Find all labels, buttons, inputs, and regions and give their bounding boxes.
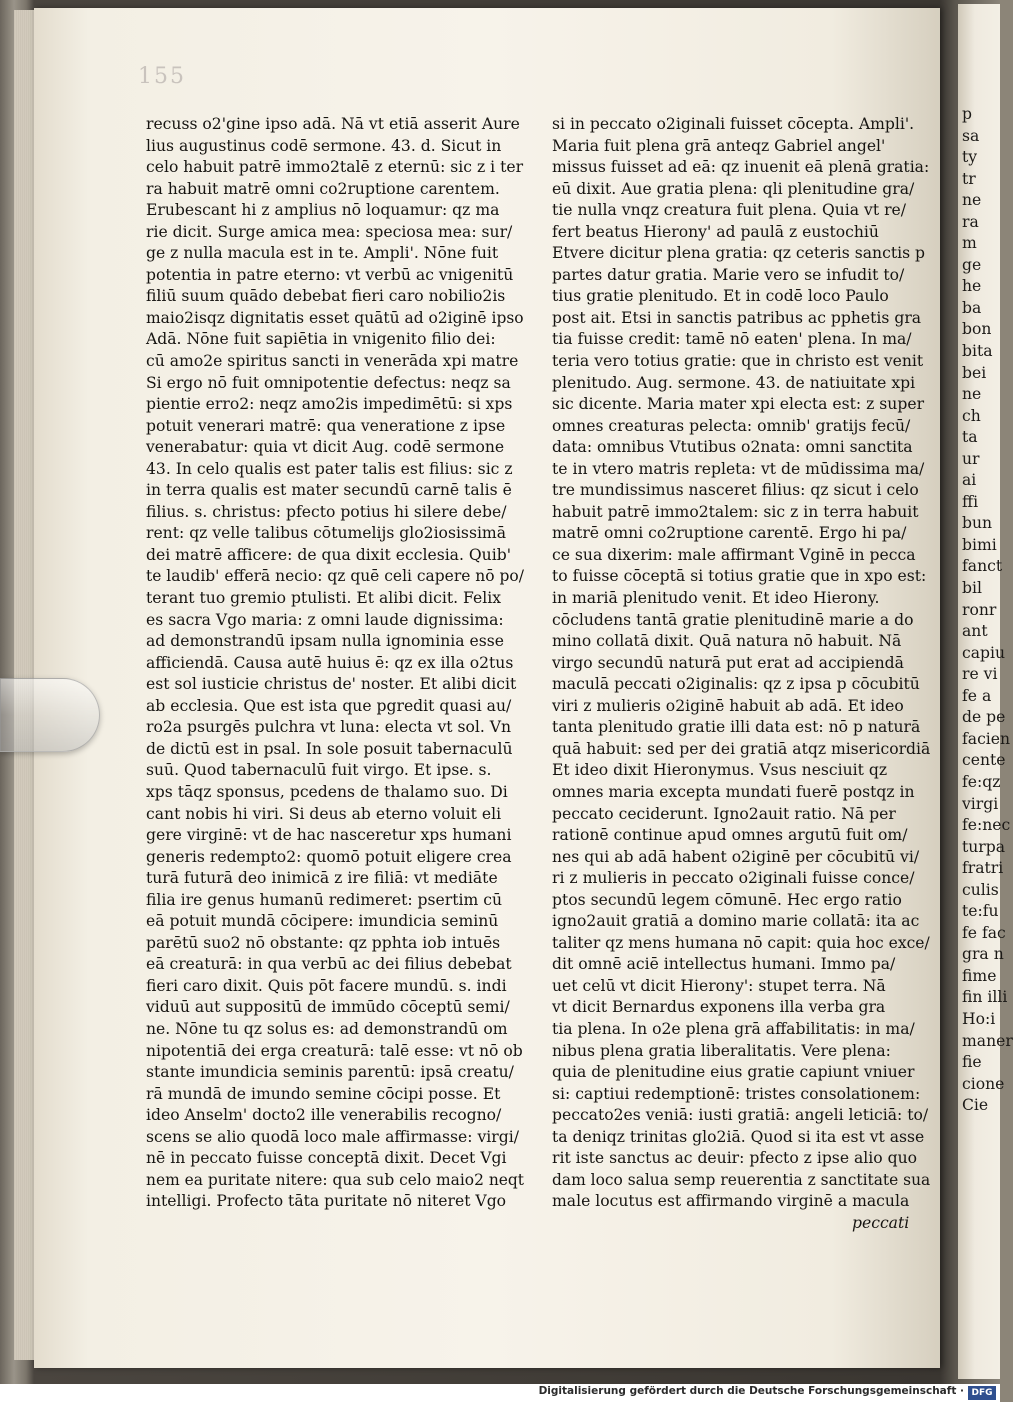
facing-page-fragment: p (962, 105, 972, 123)
facing-page-fragment: ant (962, 622, 988, 641)
text-line: plenitudo. Aug. sermone. 43. de natiuitate xpi (552, 373, 916, 392)
dfg-logo: DFG (968, 1386, 996, 1400)
facing-page-fragment: cione (962, 1074, 1005, 1093)
text-line: ta deniqz trinitas glo2iā. Quod si ita est vt asse (552, 1127, 925, 1146)
text-line: ge z nulla macula est in te. Ampli'. Nōne fuit (146, 244, 499, 263)
text-line: lius augustinus codē sermone. 43. d. Sicut in (146, 136, 502, 155)
text-line: scens se alio quodā loco male affirmasse: virgi/ (146, 1127, 519, 1146)
facing-page-fragment: fanct (962, 557, 1003, 576)
facing-page-fragment: Ho:i (962, 1009, 996, 1028)
text-line: ra habuit matrē omni co2ruptione carentem. (146, 179, 500, 198)
text-line: ro2a psurgēs pulchra vt luna: electa vt sol. Vn (146, 718, 512, 737)
facing-page-fragment: re vi (962, 665, 998, 684)
facing-page-fragment: ty (962, 148, 978, 167)
text-line: rā mundā de imundo semine cōcipi posse. Et (146, 1084, 501, 1103)
text-line: partes datur gratia. Marie vero se infudit to/ (552, 265, 905, 284)
text-line: ptos secundū legem cōmunē. Hec ergo ratio (552, 890, 902, 909)
text-line: Etvere dicitur plena gratia: qz ceteris sanctis p (552, 244, 926, 263)
text-line: parētū suo2 nō obstante: qz pphta iob intuēs (146, 933, 501, 952)
text-line: te laudib' efferā necio: qz quē celi capere nō po/ (146, 567, 524, 586)
text-line: filia ire genus humanū redimeret: psertim cū (146, 890, 502, 909)
text-line: sic dicente. Maria mater xpi electa est: z super (552, 395, 925, 414)
facing-page-fragment: gra n (962, 945, 1004, 964)
text-line: taliter qz mens humana nō capit: quia hoc exce/ (552, 933, 930, 952)
text-line: Maria fuit plena grā anteqz Gabriel angel' (552, 136, 886, 155)
facing-page-fragment: culis (962, 880, 999, 899)
facing-page-fragment: te:fu (962, 902, 999, 921)
text-line: eū dixit. Aue gratia plena: qli plenitudine gra/ (552, 179, 915, 198)
text-line: rie dicit. Surge amica mea: speciosa mea: sur/ (146, 222, 513, 241)
text-line: nibus plena gratia liberalitatis. Vere plena: (552, 1041, 891, 1060)
text-line: ideo Anselm' docto2 ille venerabilis recogno/ (146, 1106, 502, 1125)
facing-page-fragment: ur (962, 449, 980, 468)
text-line: ri z mulieris in peccato o2iginali fuisse conce/ (552, 869, 915, 888)
facing-page-fragment: ffi (962, 492, 979, 511)
facing-page-fragment: fe a (962, 686, 992, 705)
facing-page-fragment: bil (962, 579, 982, 598)
text-line: ne. Nōne tu qz solus es: ad demonstrandū om (146, 1019, 508, 1038)
text-line: maculā peccati o2iginalis: qz z ipsa p cōcubitū (552, 675, 920, 694)
text-line: est sol iusticie christus de' noster. Et alibi dicit (146, 675, 517, 694)
text-line: vt dicit Bernardus exponens illa verba gra (552, 998, 886, 1017)
facing-page-fragment: turpa (962, 837, 1006, 856)
text-line: Et ideo dixit Hieronymus. Vsus nesciuit qz (552, 761, 888, 780)
catchword: peccati (852, 1213, 910, 1232)
text-line: tre mundissimus nasceret filius: qz sicut i celo (552, 481, 919, 500)
text-line: ad demonstrandū ipsam nulla ignominia esse (146, 632, 504, 651)
folio-number: 155 (138, 64, 186, 89)
text-line: dam loco salua semp reuerentia z sanctitate sua (552, 1170, 931, 1189)
text-line: venerabatur: quia vt dicit Aug. codē sermone (146, 438, 505, 457)
text-line: cōcludens tantā gratie plenitudinē marie a do (552, 610, 914, 629)
facing-page-fragment: ra (962, 212, 979, 231)
text-line: dit omnē aciē intellectus humani. Immo pa/ (552, 955, 896, 974)
text-line: gere virginē: vt de hac nasceretur xps humani (146, 826, 512, 845)
text-line: fert beatus Hierony' ad paulā z eustochiū (552, 222, 879, 241)
facing-page-fragment: ne (962, 191, 982, 210)
text-line: tie nulla vnqz creatura fuit plena. Quia vt re/ (552, 201, 907, 220)
text-line: si in peccato o2iginali fuisset cōcepta. Ampli'. (552, 115, 915, 133)
text-line: mino collatā dixit. Quā natura nō habuit. Nā (552, 632, 902, 651)
text-line: te in vtero matris repleta: vt de mūdissima ma/ (552, 459, 925, 478)
facing-page-fragment: ba (962, 298, 982, 317)
text-line: pientie erro2: neqz amo2is impedimētū: si xps (146, 395, 513, 414)
text-line: rationē continue apud omnes argutū fuit om/ (552, 826, 908, 845)
text-line: tia plena. In o2e plena grā affabilitatis: in ma/ (552, 1019, 915, 1038)
text-line: es sacra Vgo maria: z omni laude dignissima: (146, 610, 504, 629)
text-line: nem ea puritate nitere: qua sub celo maio2 neqt (146, 1170, 524, 1189)
text-line: cant nobis hi viri. Si deus ab eterno voluit eli (146, 804, 502, 823)
text-line: tia fuisse credit: tamē nō eaten' plena. In ma/ (552, 330, 912, 349)
text-line: in terra qualis est mater secundū carnē talis ē (146, 481, 512, 500)
text-line: missus fuisset ad eā: qz inuenit eā plenā gratia: (552, 158, 930, 177)
text-line: intelligi. Profecto tāta puritate nō niteret Vgo (146, 1192, 507, 1211)
facing-page-fragment: ronr (962, 600, 997, 619)
text-line: 43. In celo qualis est pater talis est filius: sic z (146, 459, 513, 478)
facing-page-fragment: cente (962, 751, 1006, 770)
facing-page-fragment: tr (962, 169, 976, 188)
facing-page-fragment: fie (962, 1053, 982, 1072)
text-line: de dictū est in psal. In sole posuit tabernaculū (146, 739, 513, 758)
facing-page-fragment: ta (962, 428, 978, 447)
text-line: filius. s. christus: pfecto potius hi silere debe/ (146, 502, 507, 521)
facing-page-fragment: ai (962, 471, 977, 490)
text-line: virgo secundū naturā put erat ad accipiendā (552, 653, 904, 672)
facing-page-fragment: fe:nec (962, 816, 1011, 835)
text-line: rent: qz velle talibus cōtumelijs glo2iosissimā (146, 524, 507, 543)
facing-page-fragment: Cie (962, 1096, 989, 1115)
digitization-credit: Digitalisierung gefördert durch die Deutsche Forschungsgemeinschaft · (538, 1385, 964, 1397)
text-line: male locutus est affirmando virginē a macula (552, 1192, 910, 1211)
text-line: potentia in patre eterno: vt verbū ac vnigenitū (146, 265, 514, 284)
text-line: terant tuo gremio ptulisti. Et alibi dicit. Felix (146, 589, 502, 608)
text-line: peccato ceciderunt. Igno2auit ratio. Nā per (552, 804, 896, 823)
facing-page-fragment: fe fac (962, 923, 1006, 942)
text-line: nes qui ab adā habent o2iginē per cōcubitū vi/ (552, 847, 920, 866)
text-line: xps tāqz sponsus, pcedens de thalamo suo. Di (146, 782, 508, 801)
facing-page-fragment: ne (962, 385, 982, 404)
text-line: teria vero totius gratie: que in christo est venit (552, 352, 924, 371)
right-text-column (552, 114, 930, 1234)
text-line: nē in peccato fuisse conceptā dixit. Decet Vgi (146, 1149, 507, 1168)
facing-page-fragment: sa (962, 126, 980, 145)
facing-page-fragment: bita (962, 342, 993, 361)
text-line: turā futurā deo inimicā z ire filiā: vt mediāte (146, 869, 498, 888)
facing-page-fragment: fin illi (962, 988, 1008, 1007)
text-line: Adā. Nōne fuit sapiētia in vnigenito filio dei: (146, 330, 496, 349)
facing-page-fragment: he (962, 277, 982, 296)
facing-page-fragment: bimi (962, 535, 997, 554)
text-line: filiū suum quādo debebat fieri caro nobilio2is (146, 287, 506, 306)
text-line: potuit venerari matrē: qua veneratione z ipse (146, 416, 506, 435)
text-line: fieri caro dixit. Quis pōt facere mundū. s. indi (146, 976, 507, 995)
text-line: eā potuit mundā cōcipere: imundicia seminū (146, 912, 499, 931)
text-line: in mariā plenitudo venit. Et ideo Hierony. (552, 589, 880, 608)
text-line: post ait. Etsi in sanctis patribus ac pphetis gra (552, 308, 922, 327)
facing-page-fragment: bun (962, 514, 993, 533)
book-clip (0, 678, 100, 752)
text-line: tanta plenitudo gratie illi data est: nō p naturā (552, 718, 921, 737)
text-line: quā habuit: sed per dei gratiā atqz misericordiā (552, 739, 931, 758)
text-line: generis redempto2: quomō potuit eligere crea (146, 847, 512, 866)
facing-page-fragment: fe:qz (962, 772, 1001, 791)
text-line: tius gratie plenitudo. Et in codē loco Paulo (552, 287, 889, 306)
facing-page-fragment: fratri (962, 859, 1004, 878)
facing-page-text-fragments (962, 104, 1013, 1117)
text-line: suū. Quod tabernaculū fuit virgo. Et ipse. s. (146, 761, 492, 780)
text-line: omnes creaturas pelecta: omnib' gratijs fecū/ (552, 416, 911, 435)
text-line: Si ergo nō fuit omnipotentie defectus: neqz sa (146, 373, 511, 392)
text-line: viduū aut suppositū de immūdo cōceptū semi/ (146, 998, 510, 1017)
text-line: Erubescant hi z amplius nō loquamur: qz ma (146, 201, 500, 220)
text-line: viri z mulieris o2iginē habuit ab adā. Et ideo (552, 696, 904, 715)
text-line: data: omnibus Vtutibus o2nata: omni sanctita (552, 438, 913, 457)
text-line: ab ecclesia. Que est ista que pgredit quasi au/ (146, 696, 512, 715)
facing-page-fragment: m (962, 234, 977, 253)
text-line: stante imundicia seminis parentū: ipsā creatu/ (146, 1063, 514, 1082)
text-line: maio2isqz dignitatis esset quātū ad o2iginē ipso (146, 308, 524, 327)
left-text-column (146, 114, 524, 1213)
text-line: eā creaturā: in qua verbū ac dei filius debebat (146, 955, 512, 974)
text-line: nipotentiā dei erga creaturā: talē esse: vt nō ob (146, 1041, 523, 1060)
facing-page-fragment: de pe (962, 708, 1006, 727)
facing-page-fragment: bon (962, 320, 992, 339)
text-line: uet celū vt dicit Hierony': stupet terra. Nā (552, 976, 886, 995)
text-line: peccato2es veniā: iusti gratiā: angeli leticiā: to/ (552, 1106, 929, 1125)
text-line: to fuisse cōceptā si totius gratie que in xpo est: (552, 567, 927, 586)
text-line: afficiendā. Causa autē huius ē: qz ex illa o2tus (146, 653, 514, 672)
text-line: cū amo2e spiritus sancti in venerāda xpi matre (146, 352, 519, 371)
facing-page-fragment: fime (962, 966, 997, 985)
facing-page-fragment: capiu (962, 643, 1006, 662)
facing-page-fragment: facien (962, 729, 1011, 748)
facing-page-fragment: bei (962, 363, 987, 382)
facing-page-fragment: ge (962, 255, 982, 274)
text-line: dei matrē afficere: de qua dixit ecclesia. Quib' (146, 545, 511, 564)
text-line: matrē omni co2ruptione carentē. Ergo hi pa/ (552, 524, 907, 543)
text-line: recuss o2'gine ipso adā. Nā vt etiā asserit Aure (146, 115, 520, 133)
facing-page-fragment: virgi (962, 794, 999, 813)
text-line: quia de plenitudine eius gratie capiunt vniuer (552, 1063, 915, 1082)
text-line: celo habuit patrē immo2talē z eternū: sic z i ter (146, 158, 524, 177)
text-line: igno2auit gratiā a domino marie collatā: ita ac (552, 912, 920, 931)
text-line: habuit patrē immo2talem: sic z in terra habuit (552, 502, 919, 521)
text-line: omnes maria excepta mundati fuerē postqz in (552, 782, 915, 801)
facing-page-fragment: ch (962, 406, 981, 425)
text-line: ce sua dixerim: male affirmant Vginē in pecca (552, 545, 916, 564)
facing-page-fragment: maner (962, 1031, 1013, 1050)
text-line: si: captiui redemptionē: tristes consolationem: (552, 1084, 921, 1103)
text-line: rit iste sanctus ac deuir: pfecto z ipse alio quo (552, 1149, 918, 1168)
